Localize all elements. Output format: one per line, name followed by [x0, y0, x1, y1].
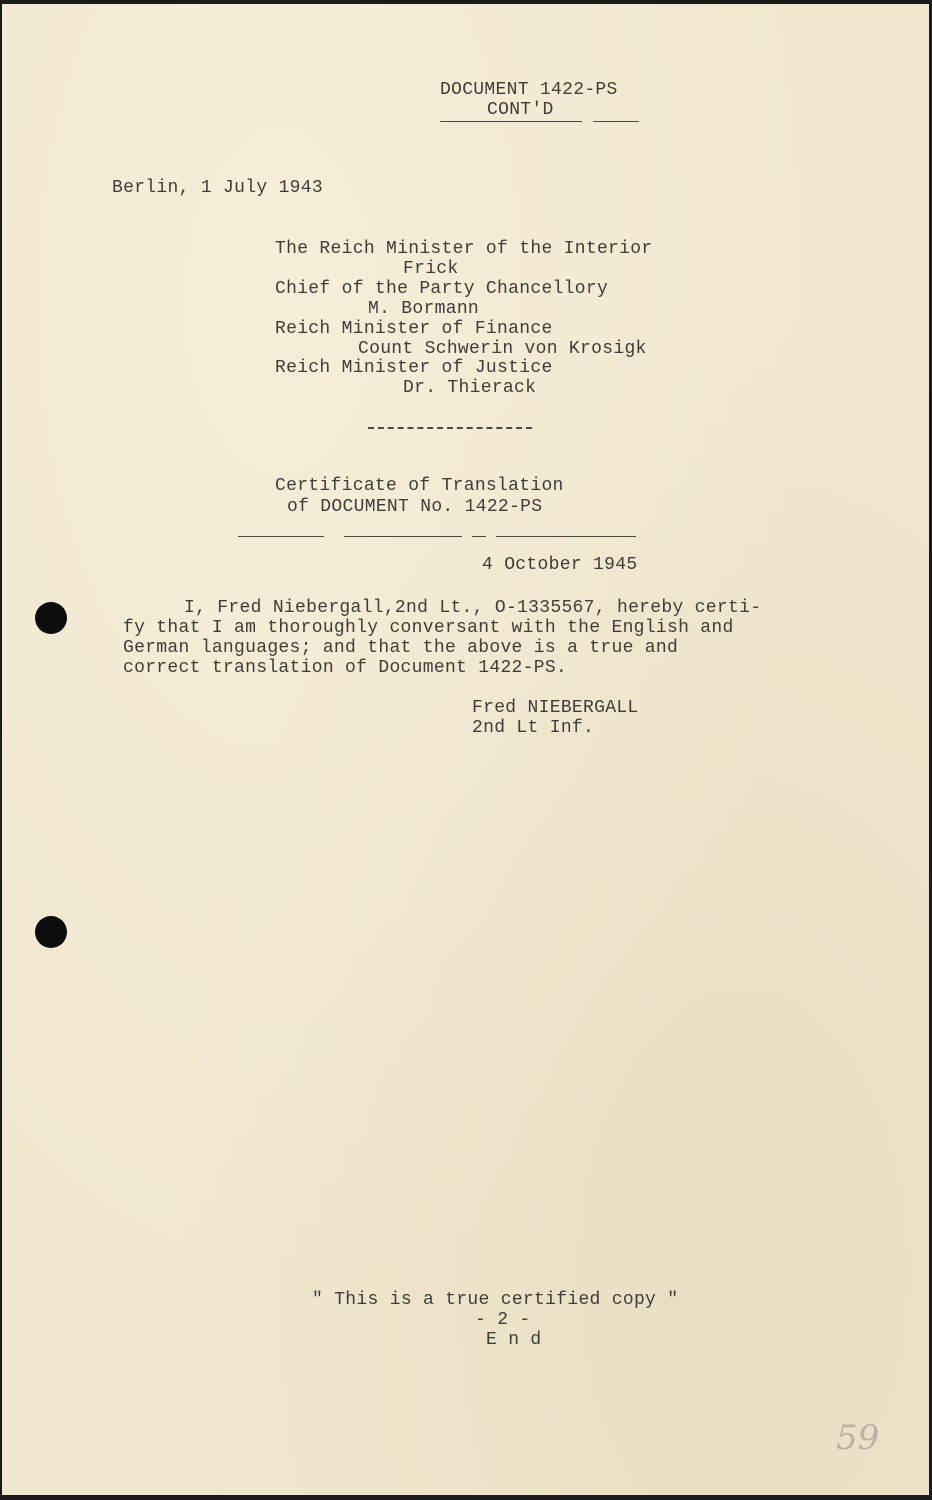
signatory-name: Frick	[403, 259, 459, 279]
signatory-title: Reich Minister of Justice	[275, 358, 553, 378]
document-id: DOCUMENT 1422-PS	[440, 80, 618, 100]
signer-rank: 2nd Lt Inf.	[472, 718, 595, 738]
section-separator	[368, 427, 532, 429]
end-marker: E n d	[486, 1330, 542, 1350]
certificate-body-line: I, Fred Niebergall,2nd Lt., O-1335567, hereby certi-	[184, 598, 762, 618]
signatory-title: Reich Minister of Finance	[275, 319, 553, 339]
signatory-name: Count Schwerin von Krosigk	[358, 339, 647, 359]
certificate-underline	[472, 536, 486, 537]
punch-hole	[35, 916, 67, 948]
certificate-body-line: German languages; and that the above is a true and	[123, 638, 679, 658]
header-underline	[440, 121, 582, 122]
certified-copy-note: " This is a true certified copy "	[312, 1290, 679, 1310]
page-number: - 2 -	[475, 1310, 531, 1330]
certificate-underline	[238, 536, 324, 537]
document-page	[2, 4, 929, 1495]
pencil-page-mark: 59	[836, 1418, 880, 1458]
certificate-subheading: of DOCUMENT No. 1422-PS	[287, 497, 543, 517]
signatory-title: Chief of the Party Chancellory	[275, 279, 609, 299]
signatory-title: The Reich Minister of the Interior	[275, 239, 653, 259]
punch-hole	[35, 602, 67, 634]
certificate-body-line: correct translation of Document 1422-PS.	[123, 658, 568, 678]
signatory-name: Dr. Thierack	[403, 378, 537, 398]
place-date: Berlin, 1 July 1943	[112, 178, 323, 198]
certificate-underline	[344, 536, 462, 537]
signatory-name: M. Bormann	[368, 299, 480, 319]
signer-name: Fred NIEBERGALL	[472, 698, 639, 718]
certificate-underline	[496, 536, 636, 537]
certificate-body-line: fy that I am thoroughly conversant with the English and	[123, 618, 734, 638]
continued-label: CONT'D	[487, 100, 554, 120]
certificate-date: 4 October 1945	[482, 555, 638, 575]
certificate-heading: Certificate of Translation	[275, 476, 564, 496]
header-underline-short	[593, 121, 639, 122]
